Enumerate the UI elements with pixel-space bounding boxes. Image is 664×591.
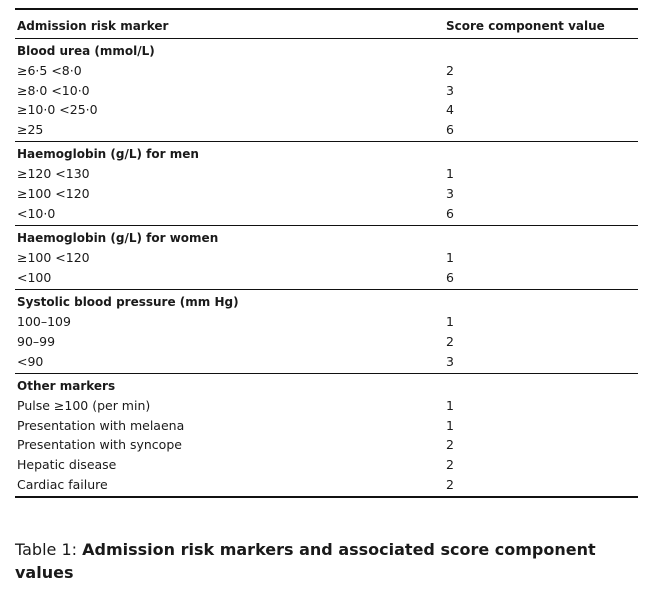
row-label: 90–99 <box>17 333 56 349</box>
row-label: ≥100 <120 <box>17 250 90 266</box>
caption-number: Table 1: <box>15 540 83 559</box>
table-row <box>15 268 638 288</box>
table-row <box>15 435 638 455</box>
row-label: Cardiac failure <box>17 476 108 492</box>
row-label: ≥100 <120 <box>17 185 90 201</box>
table-row <box>15 455 638 475</box>
row-value: 4 <box>446 102 454 118</box>
row-value: 1 <box>446 166 454 182</box>
row-label: Pulse ≥100 (per min) <box>17 398 151 414</box>
section-systolic-bp <box>15 290 638 374</box>
row-value: 3 <box>446 82 454 98</box>
row-label: Presentation with melaena <box>17 417 185 433</box>
section-title: Systolic blood pressure (mm Hg) <box>17 295 239 310</box>
section-haemoglobin-women <box>15 226 638 290</box>
table-row <box>15 61 638 81</box>
header-score: Score component value <box>446 19 605 33</box>
row-value: 2 <box>446 333 454 349</box>
table-header <box>15 10 638 39</box>
row-label: 100–109 <box>17 314 71 330</box>
section-other-markers <box>15 374 638 498</box>
section-title: Haemoglobin (g/L) for men <box>17 147 199 162</box>
row-value: 2 <box>446 63 454 78</box>
row-value: 2 <box>446 456 454 472</box>
row-value: 1 <box>446 250 454 266</box>
row-value: 6 <box>446 205 454 221</box>
table-row <box>15 475 638 495</box>
row-label: ≥25 <box>17 121 44 137</box>
section-title: Haemoglobin (g/L) for women <box>17 231 219 246</box>
row-label: ≥6·5 <8·0 <box>17 63 82 78</box>
header-marker: Admission risk marker <box>17 19 169 33</box>
table-row <box>15 248 638 268</box>
table-row <box>15 100 638 120</box>
section-title: Blood urea (mmol/L) <box>17 44 155 58</box>
table-row <box>15 184 638 204</box>
table-caption <box>15 538 635 584</box>
row-value: 1 <box>446 398 454 414</box>
row-value: 6 <box>446 269 454 285</box>
section-haemoglobin-men <box>15 142 638 226</box>
table-row <box>15 312 638 332</box>
row-value: 2 <box>446 476 454 492</box>
row-label: <10·0 <box>17 205 56 221</box>
row-value: 6 <box>446 121 454 137</box>
table-row <box>15 164 638 184</box>
table-row <box>15 81 638 101</box>
row-value: 3 <box>446 353 454 369</box>
row-label: Presentation with syncope <box>17 437 182 453</box>
section-title: Other markers <box>17 379 116 394</box>
table-row <box>15 352 638 372</box>
table-row <box>15 204 638 224</box>
table-row <box>15 416 638 436</box>
row-label: ≥10·0 <25·0 <box>17 102 98 118</box>
row-label: ≥8·0 <10·0 <box>17 82 90 98</box>
row-value: 3 <box>446 185 454 201</box>
row-label: Hepatic disease <box>17 456 117 472</box>
table-row <box>15 120 638 140</box>
row-value: 2 <box>446 437 454 453</box>
caption-title: Admission risk markers and associated score component values <box>15 540 596 582</box>
risk-score-table <box>15 8 638 498</box>
row-value: 1 <box>446 314 454 330</box>
row-label: <90 <box>17 353 44 369</box>
section-blood-urea <box>15 39 638 142</box>
row-label: <100 <box>17 269 52 285</box>
row-value: 1 <box>446 417 454 433</box>
table-row <box>15 332 638 352</box>
row-label: ≥120 <130 <box>17 166 90 182</box>
table-row <box>15 396 638 416</box>
